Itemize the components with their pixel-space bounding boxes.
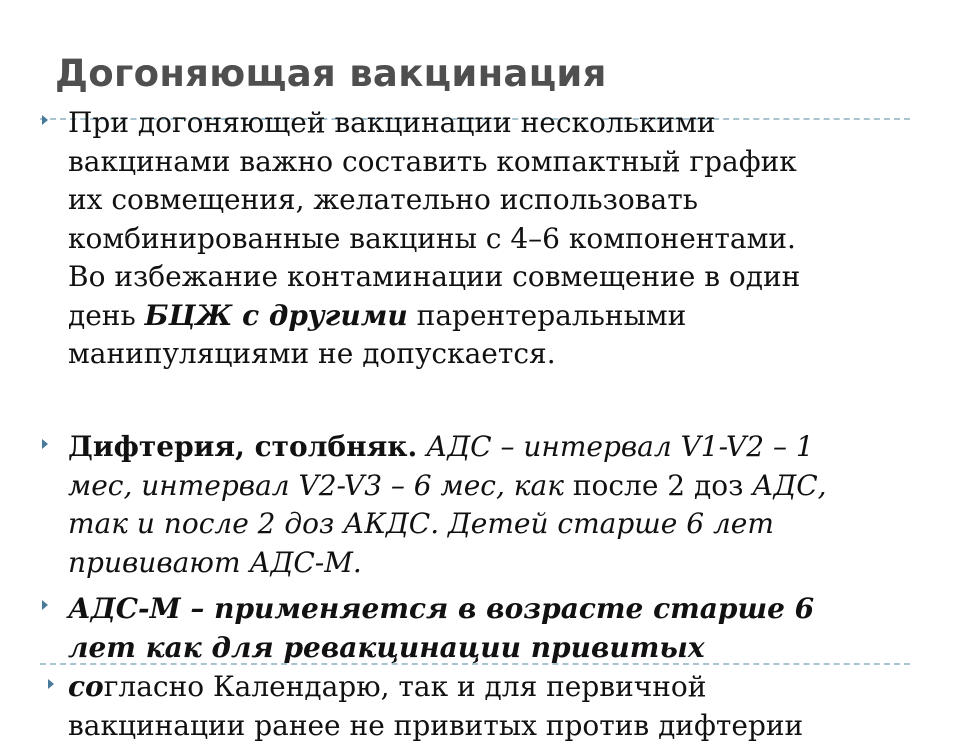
text-line: [68, 505, 928, 544]
text-line: [68, 668, 928, 707]
text-span: со: [68, 670, 104, 703]
text-line: Во избежание контаминации совмещение в один: [68, 258, 928, 297]
emphasis-bcg: БЦЖ с другими: [145, 299, 408, 332]
text-line: [68, 544, 928, 583]
text-line: АДС-М – применяется в возрасте старше 6: [68, 590, 928, 629]
text-span: день: [68, 299, 145, 332]
text-span: парентеральными: [408, 299, 687, 332]
text-span: так и после 2 доз АКДС. Детей старше 6 лет: [68, 507, 774, 540]
text-line: их совмещения, желательно использовать: [68, 181, 928, 220]
text-span: АДС – интервал V1-V2 – 1: [417, 430, 813, 463]
text-line: манипуляциями не допускается.: [68, 335, 928, 374]
text-span: мес, интервал V2-V3 – 6 мес, как: [68, 469, 573, 502]
text-line: лет как для ревакцинации привитых: [68, 629, 928, 668]
text-span: после 2 доз: [573, 469, 752, 502]
footer-divider: [40, 663, 910, 665]
paragraph-ads-m: [68, 590, 928, 667]
text-span: АДС,: [752, 469, 826, 502]
bullet-icon: [42, 115, 48, 125]
heading-diphtheria-tetanus: Дифтерия, столбняк.: [68, 430, 417, 463]
bullet-icon: [42, 600, 48, 610]
bullet-icon: [48, 679, 54, 689]
paragraph-ads-m-continued: [68, 668, 928, 745]
text-line: вакцинами важно составить компактный график: [68, 143, 928, 182]
text-line: [68, 297, 928, 336]
text-line: [68, 467, 928, 506]
paragraph-catch-up-schedule: [68, 104, 928, 374]
bullet-icon: [42, 439, 48, 449]
text-span: гласно Календарю, так и для первичной: [104, 670, 707, 703]
text-line: При догоняющей вакцинации несколькими: [68, 104, 928, 143]
paragraph-diphtheria-tetanus: [68, 428, 928, 582]
text-line: комбинированные вакцины с 4–6 компонентами.: [68, 220, 928, 259]
text-span: прививают АДС-М.: [68, 546, 362, 579]
slide-title: Догоняющая вакцинация: [55, 52, 607, 95]
text-line: вакцинации ранее не привитых против дифтерии: [68, 707, 928, 745]
text-line: [68, 428, 928, 467]
